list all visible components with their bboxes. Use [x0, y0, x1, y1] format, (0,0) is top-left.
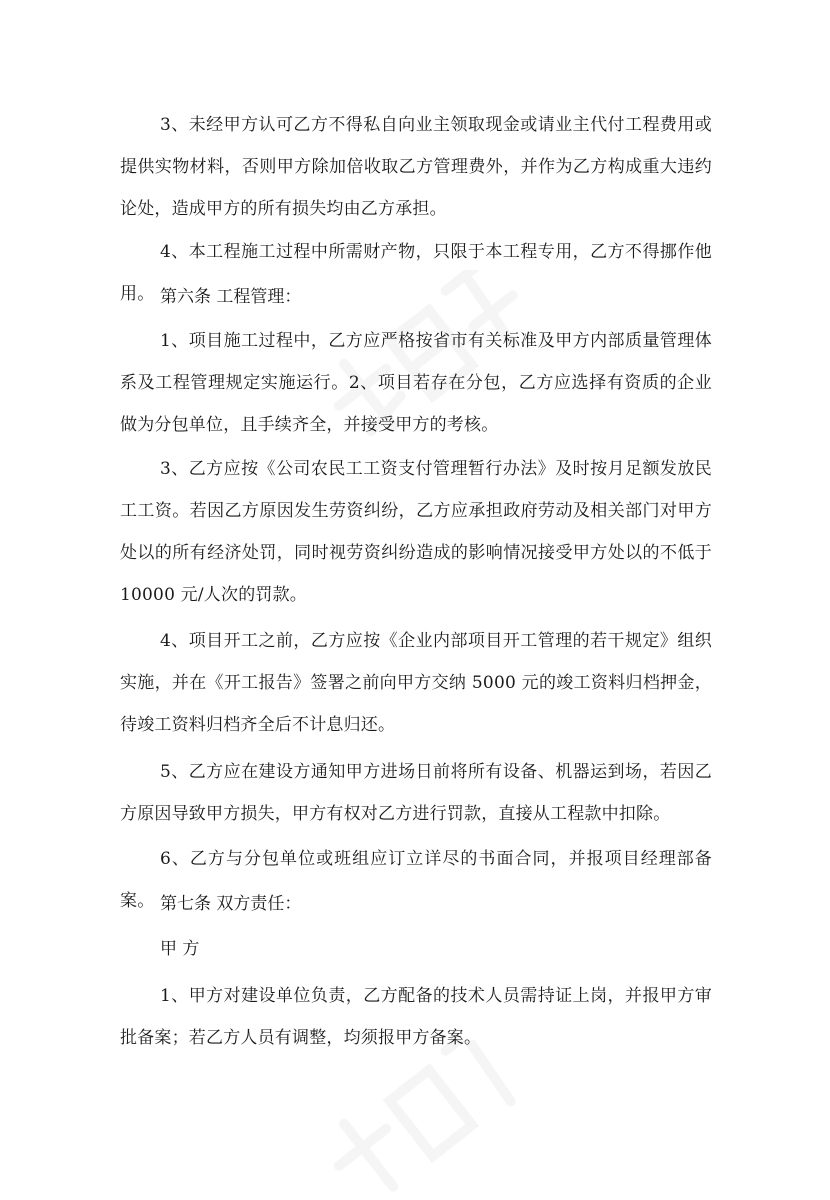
article-6-item-6-paragraph: 6、乙方与分包单位或班组应订立详尽的书面合同，并报项目经理部备案。	[120, 849, 712, 911]
party-a-item-1-paragraph: 1、甲方对建设单位负责，乙方配备的技术人员需持证上岗，并报甲方审批备案；若乙方人员有调整，均须报甲方备案。	[120, 986, 712, 1048]
article-6-item-5-paragraph: 5、乙方应在建设方通知甲方进场日前将所有设备、机器运到场，若因乙方原因导致甲方损失，甲方有权对乙方进行罚款，直接从工程款中扣除。	[120, 762, 712, 824]
clause-3-paragraph: 3、未经甲方认可乙方不得私自向业主领取现金或请业主代付工程费用或提供实物材料，否则甲方除加倍收取乙方管理费外，并作为乙方构成重大违约论处，造成甲方的所有损失均由乙方承担。	[120, 115, 712, 219]
party-a-heading: 甲 方	[160, 939, 200, 959]
article-6-item-4-paragraph: 4、项目开工之前，乙方应按《企业内部项目开工管理的若干规定》组织实施，并在《开工报告》签署之前向甲方交纳 5000 元的竣工资料归档押金，待竣工资料归档齐全后不计息归还。	[120, 631, 712, 735]
watermark-mark	[300, 1040, 560, 1200]
article-6-item-1-paragraph: 1、项目施工过程中，乙方应严格按省市有关标准及甲方内部质量管理体系及工程管理规定实施运行。2、项目若存在分包，乙方应选择有资质的企业做为分包单位，且手续齐全，并接受甲方的考核。	[120, 331, 712, 435]
article-6-heading: 第六条 工程管理：	[160, 287, 302, 307]
article-6-item-3-paragraph: 3、乙方应按《公司农民工工资支付管理暂行办法》及时按月足额发放民工工资。若因乙方原因发生劳资纠纷，乙方应承担政府劳动及相关部门对甲方处以的所有经济处罚，同时视劳资纠纷造成的影响情况接受甲方处以的不低于 10000 元/人次的罚款。	[120, 459, 712, 605]
article-7-heading: 第七条 双方责任：	[160, 894, 302, 914]
clause-4-paragraph: 4、本工程施工过程中所需财产物，只限于本工程专用，乙方不得挪作他用。	[120, 242, 712, 304]
